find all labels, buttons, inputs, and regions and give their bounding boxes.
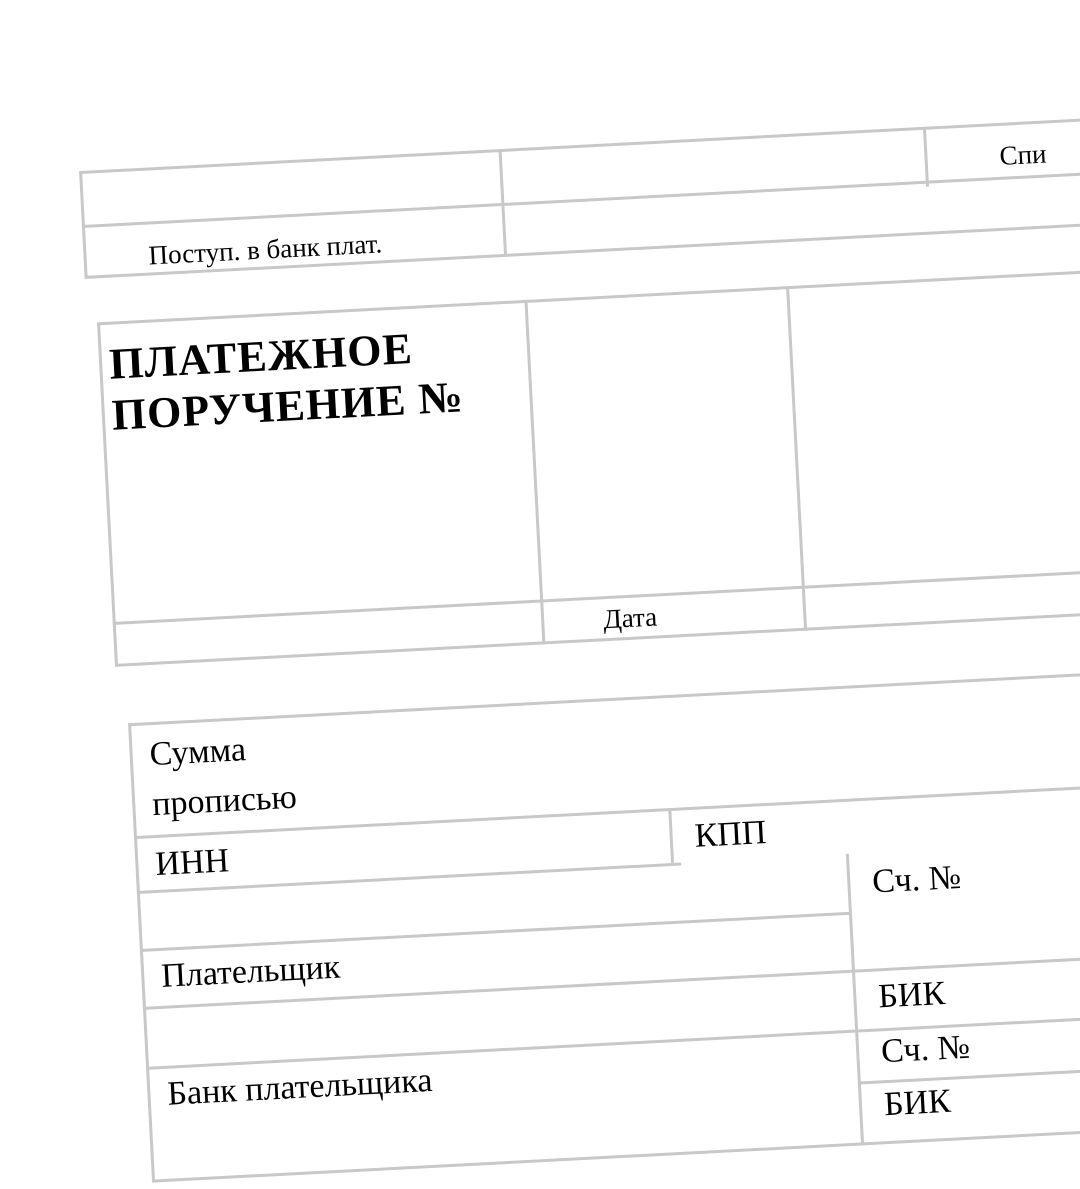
payer-bank-label: Банк плательщика	[166, 1061, 434, 1113]
received-in-bank-label: Поступ. в банк плат.	[147, 228, 383, 271]
payer-label: Плательщик	[160, 948, 342, 995]
debited-label: Спи	[998, 138, 1048, 171]
inn-label: ИНН	[154, 842, 230, 884]
kpp-label: КПП	[693, 814, 768, 855]
account-number-label: Сч. №	[871, 858, 962, 901]
title-line-1: ПЛАТЕЖНОЕ	[107, 323, 415, 389]
account-number-label-2: Сч. №	[880, 1028, 971, 1071]
form-title	[108, 321, 465, 440]
amount-in-words-label-line1: Сумма	[148, 731, 247, 774]
header-block	[97, 265, 1080, 667]
bik-label-2: БИК	[883, 1082, 952, 1124]
date-label: Дата	[602, 601, 658, 635]
bik-label: БИК	[877, 974, 947, 1016]
title-line-2: ПОРУЧЕНИЕ №	[110, 371, 465, 440]
amount-in-words-label-line2: прописью	[151, 778, 298, 824]
